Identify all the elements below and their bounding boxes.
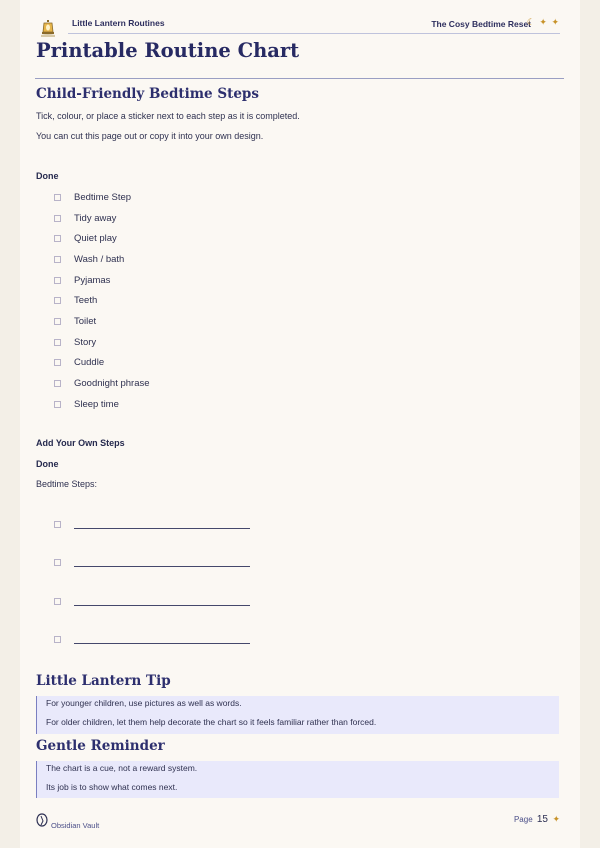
checklist-item[interactable]: [54, 231, 117, 245]
step-label: Goodnight phrase: [74, 377, 150, 389]
checklist-item[interactable]: [54, 376, 150, 390]
checkbox[interactable]: [54, 636, 61, 643]
checklist-item[interactable]: [54, 273, 110, 287]
write-in-line[interactable]: [74, 560, 250, 567]
header-series-title: Little Lantern Routines: [72, 18, 165, 28]
step-label: Cuddle: [74, 356, 105, 368]
header-book-title: The Cosy Bedtime Reset: [431, 19, 531, 29]
page-margin-right: [580, 0, 600, 848]
checkbox[interactable]: [54, 401, 61, 408]
checklist-item[interactable]: [54, 314, 96, 328]
own-steps-heading: Add Your Own Steps: [36, 438, 125, 448]
reminder-callout: [36, 761, 559, 798]
step-label: Toilet: [74, 315, 97, 327]
step-label: Teeth: [74, 294, 98, 306]
checkbox[interactable]: [54, 339, 61, 346]
header-divider: [68, 33, 560, 34]
step-label: Quiet play: [74, 232, 117, 244]
page-number: [514, 814, 548, 825]
checkbox[interactable]: [54, 521, 61, 528]
blank-step[interactable]: [54, 594, 250, 608]
reminder-heading: Gentle Reminder: [36, 738, 165, 754]
reminder-text: Its job is to show what comes next.: [46, 782, 178, 792]
step-label: Tidy away: [74, 212, 117, 224]
title-divider: [35, 78, 564, 79]
checkbox[interactable]: [54, 235, 61, 242]
tip-text: For younger children, use pictures as well as words.: [46, 698, 242, 708]
blank-step[interactable]: [54, 517, 250, 531]
footer-brand: Obsidian Vault: [51, 821, 100, 830]
page-number-value: 15: [536, 814, 548, 825]
blank-step[interactable]: [54, 632, 250, 646]
checkbox[interactable]: [54, 277, 61, 284]
checkbox[interactable]: [54, 559, 61, 566]
page-margin-left: [0, 0, 20, 848]
star-icon: ✦: [552, 814, 560, 824]
intro-paragraph: Tick, colour, or place a sticker next to each step as it is completed.: [36, 111, 300, 121]
checklist-item[interactable]: [54, 335, 96, 349]
checkbox[interactable]: [54, 380, 61, 387]
page-title: Printable Routine Chart: [36, 39, 300, 62]
page-label: Page: [513, 815, 533, 824]
intro-paragraph: You can cut this page out or copy it into your own design.: [36, 131, 264, 141]
step-label: Bedtime Step: [74, 191, 132, 203]
checkbox[interactable]: [54, 256, 61, 263]
tip-callout: [36, 696, 559, 734]
checklist-item[interactable]: [54, 211, 116, 225]
write-in-line[interactable]: [74, 522, 250, 529]
moon-stars-icon: ☾ ✦ ✦: [526, 17, 560, 27]
done-label: Done: [36, 459, 59, 469]
write-in-line[interactable]: [74, 637, 250, 644]
checklist-item[interactable]: [54, 293, 97, 307]
checklist-item[interactable]: [54, 190, 131, 204]
section-heading: Child-Friendly Bedtime Steps: [36, 86, 259, 102]
checklist-item[interactable]: [54, 355, 104, 369]
done-label: Done: [36, 171, 59, 181]
tip-heading: Little Lantern Tip: [36, 673, 171, 689]
step-label: Sleep time: [74, 398, 119, 410]
checkbox[interactable]: [54, 297, 61, 304]
bedtime-steps-label: Bedtime Steps:: [36, 479, 98, 489]
blank-step[interactable]: [54, 555, 250, 569]
tip-text: For older children, let them help decorate the chart so it feels familiar rather than forced.: [46, 717, 377, 727]
checkbox[interactable]: [54, 359, 61, 366]
reminder-text: The chart is a cue, not a reward system.: [46, 763, 198, 773]
checklist-item[interactable]: [54, 252, 124, 266]
checkbox[interactable]: [54, 215, 61, 222]
checklist-item[interactable]: [54, 397, 119, 411]
step-label: Story: [74, 336, 97, 348]
checkbox[interactable]: [54, 318, 61, 325]
step-label: Wash / bath: [74, 253, 125, 265]
lantern-icon: [41, 20, 55, 38]
step-label: Pyjamas: [74, 274, 111, 286]
checkbox[interactable]: [54, 598, 61, 605]
write-in-line[interactable]: [74, 599, 250, 606]
checkbox[interactable]: [54, 194, 61, 201]
obsidian-logo-icon: [36, 813, 48, 827]
